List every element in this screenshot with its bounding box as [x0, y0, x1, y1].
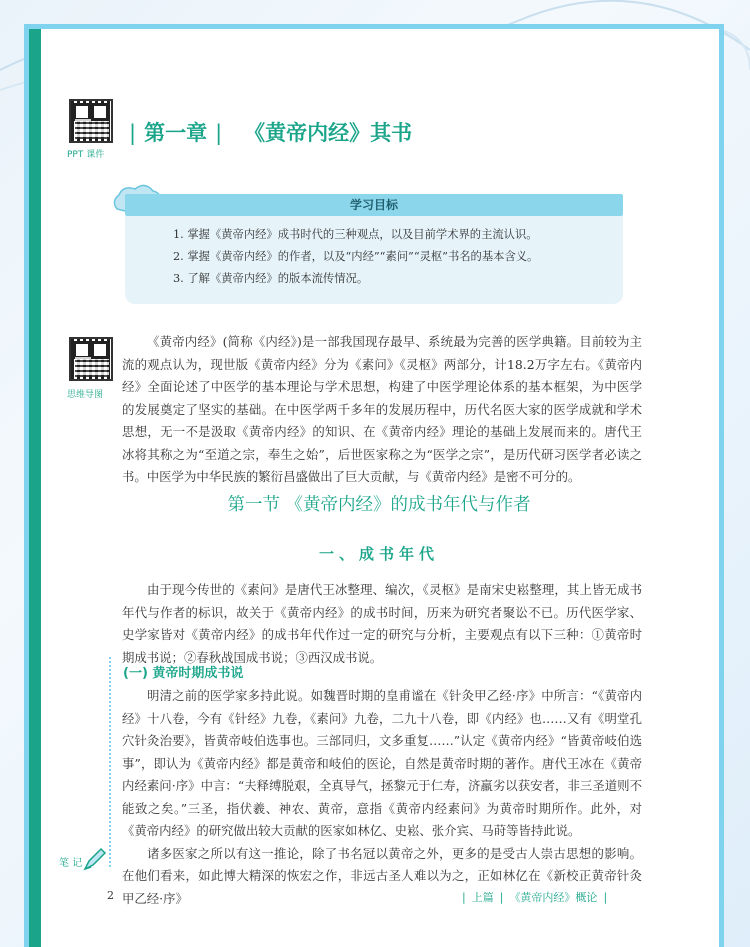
- notes-label: 笔 记: [59, 858, 83, 869]
- pen-icon: [81, 847, 107, 873]
- era-paragraph: 由于现今传世的《素问》是唐代王冰整理、编次，《灵枢》是南宋史崧整理，其上皆无成书年代与作者的标识，故关于《黄帝内经》的成书时间，历来为研究者聚讼不已。历代医学家、史学家皆对《黄帝内经》的成书年代作过一定的研究与分析，主要观点有以下三种：①黄帝时期成书说；②春秋战国成书说；③西汉成书说。: [122, 582, 642, 665]
- ppt-qr-caption: PPT 课件: [67, 150, 105, 160]
- huangdi-paragraph: 明清之前的医学家多持此说。如魏晋时期的皇甫谧在《针灸甲乙经·序》中所言：“《黄帝内经》十八卷，今有《针经》九卷，《素问》九卷，二九十八卷，即《内经》也……又有《明堂孔穴针灸治要》，皆黄帝岐伯选事也。三部同归，文多重复……”认定《黄帝内经》“皆黄帝岐伯选事”，即认为《黄帝内经》都是黄帝和岐伯的医论，自然是黄帝时期的著作。唐代王冰在《黄帝内经素问·序》中言：“夫释缚脱艰，全真导气，拯黎元于仁寿，济羸劣以获安者，非三圣道则不能致之矣。”三圣，指伏羲、神农、黄帝，意指《黄帝内经素问》为黄帝时期所作。此外，对《黄帝内经》的研究做出较大贡献的医家如林亿、史崧、张介宾、马莳等皆持此说。 诸多医家之所以有这一推论，除了书名冠以黄帝之外，更多的是受古人崇古思想的影响。在他们看来，如此博大精深的恢宏之作，非远古圣人难以为之，正如林亿在《新校正黄帝针灸甲乙经·序》: [122, 688, 642, 906]
- ppt-qr-code[interactable]: [69, 99, 113, 143]
- margin-dotted-line: [109, 657, 111, 867]
- mindmap-qr-code[interactable]: [69, 337, 113, 381]
- book-page: [24, 24, 724, 947]
- chapter-sep-right: |: [215, 121, 223, 145]
- subsection-title: 一、成书年代: [318, 545, 439, 563]
- subsubsection-title: (一) 黄帝时期成书说: [123, 666, 244, 681]
- chapter-label: 第一章: [144, 121, 208, 145]
- footer-book: 《黄帝内经》概论: [509, 891, 598, 904]
- goal-item: 3. 了解《黄帝内经》的版本流传情况。: [173, 272, 369, 285]
- chapter-title: [121, 117, 412, 147]
- goal-item: 1. 掌握《黄帝内经》成书时代的三种观点，以及目前学术界的主流认识。: [173, 228, 538, 241]
- mindmap-qr-caption: 思维导图: [67, 390, 104, 400]
- intro-paragraph: 《黄帝内经》(简称《内经》)是一部我国现存最早、系统最为完善的医学典籍。目前较为主流的观点认为，现世版《黄帝内经》分为《素问》《灵枢》两部分，计18.2万字左右。《黄帝内经》全面论述了中医学的基本理论与学术思想，构建了中医学理论体系的基本框架，为中医学的发展奠定了坚实的基础。在中医学两千多年的发展历程中，历代名医大家的医学成就和学术思想，无一不是汲取《黄帝内经》的知识、在《黄帝内经》理论的基础上发展而来的。唐代王冰将其称之为“至道之宗，奉生之始”，后世医家称之为“医学之宗”，是历代研习医学者必读之书。中医学为中华民族的繁衍昌盛做出了巨大贡献，与《黄帝内经》是密不可分的。: [122, 334, 642, 484]
- learning-goals-box: [125, 216, 623, 304]
- section-title: 第一节 《黄帝内经》的成书年代与作者: [227, 495, 531, 515]
- footer-part: 上篇: [471, 891, 494, 904]
- chapter-sep-left: |: [129, 121, 137, 145]
- chapter-name: 《黄帝内经》其书: [244, 121, 413, 145]
- learning-goals-heading: 学习目标: [125, 194, 623, 216]
- page-left-accent-bar: [29, 29, 41, 947]
- running-footer: | 上篇 | 《黄帝内经》概论 |: [462, 891, 608, 904]
- goal-item: 2. 掌握《黄帝内经》的作者，以及“内经”“素问”“灵枢”书名的基本含义。: [173, 250, 539, 263]
- page-number: 2: [107, 889, 114, 902]
